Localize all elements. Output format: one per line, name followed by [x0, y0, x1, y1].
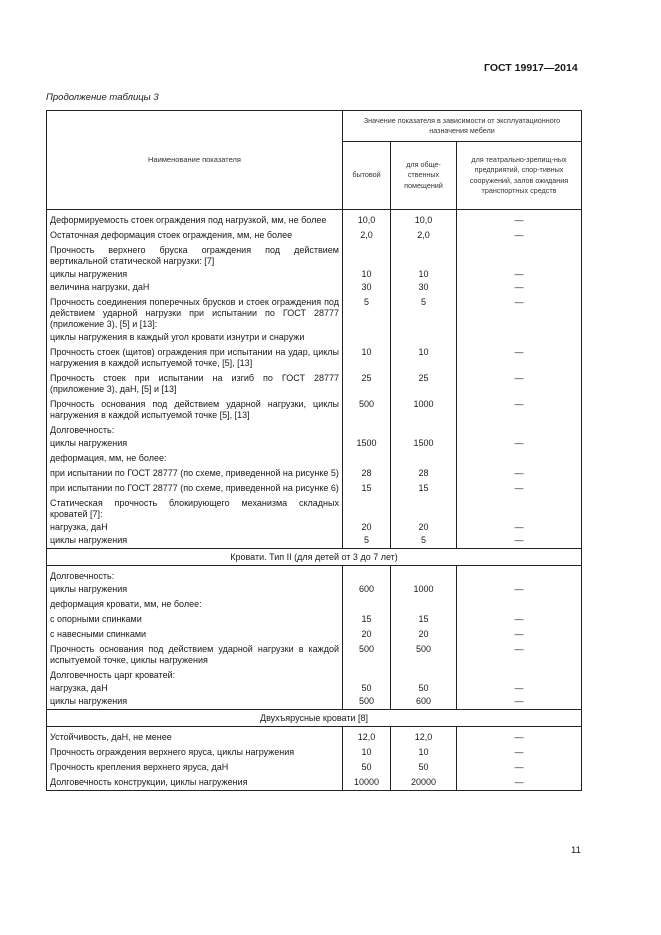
value-theater: — [457, 760, 582, 775]
value-public [391, 569, 457, 584]
value-public: 28 [391, 466, 457, 481]
value-public: 1500 [391, 438, 457, 451]
row-name: при испытании по ГОСТ 28777 (по схеме, приведенной на рисунке 6) [47, 481, 343, 496]
value-household [343, 496, 391, 522]
value-public: 10 [391, 269, 457, 282]
table-row [47, 243, 582, 269]
value-household: 10 [343, 345, 391, 371]
value-public: 15 [391, 612, 457, 627]
header-value-group: Значение показателя в зависимости от эксплуатационного назначения мебели [343, 111, 582, 142]
table-row [47, 569, 582, 584]
table-row [47, 451, 582, 466]
value-theater: — [457, 745, 582, 760]
value-public: 1000 [391, 584, 457, 597]
value-theater [457, 423, 582, 438]
value-household: 50 [343, 760, 391, 775]
value-public: 1000 [391, 397, 457, 423]
value-theater: — [457, 696, 582, 710]
value-public: 5 [391, 535, 457, 549]
row-name: Прочность верхнего бруска ограждения под действием вертикальной статической нагрузки: [7] [47, 243, 343, 269]
row-name: Прочность стоек (щитов) ограждения при испытании на удар, циклы нагружения в каждой испытуемой точке, [5], [13] [47, 345, 343, 371]
value-household: 30 [343, 282, 391, 295]
section-title-type2: Кровати. Тип II (для детей от 3 до 7 лет) [47, 549, 582, 566]
value-household [343, 332, 391, 345]
table-row [47, 332, 582, 345]
value-public: 20000 [391, 775, 457, 791]
value-theater: — [457, 282, 582, 295]
row-name: при испытании по ГОСТ 28777 (по схеме, приведенной на рисунке 5) [47, 466, 343, 481]
row-name: Долговечность конструкции, циклы нагружения [47, 775, 343, 791]
row-name: с навесными спинками [47, 627, 343, 642]
table-row [47, 496, 582, 522]
value-theater: — [457, 584, 582, 597]
table-row [47, 696, 582, 710]
value-theater: — [457, 535, 582, 549]
table-row [47, 345, 582, 371]
value-public [391, 243, 457, 269]
table-row [47, 522, 582, 535]
table-row [47, 269, 582, 282]
table-row [47, 466, 582, 481]
value-public: 2,0 [391, 228, 457, 243]
value-theater: — [457, 269, 582, 282]
table-row [47, 295, 582, 332]
table-caption: Продолжение таблицы 3 [46, 92, 159, 103]
value-household [343, 597, 391, 612]
value-public: 20 [391, 627, 457, 642]
table-row [47, 612, 582, 627]
row-name: циклы нагружения [47, 584, 343, 597]
value-theater: — [457, 438, 582, 451]
value-household: 1500 [343, 438, 391, 451]
value-public: 10 [391, 745, 457, 760]
row-name: Прочность крепления верхнего яруса, даН [47, 760, 343, 775]
value-public [391, 423, 457, 438]
table-row [47, 397, 582, 423]
value-household: 2,0 [343, 228, 391, 243]
value-household [343, 423, 391, 438]
value-household: 28 [343, 466, 391, 481]
document-code: ГОСТ 19917—2014 [484, 62, 578, 74]
value-public: 50 [391, 760, 457, 775]
value-public: 20 [391, 522, 457, 535]
value-household: 25 [343, 371, 391, 397]
row-name: деформация, мм, не более: [47, 451, 343, 466]
value-public [391, 451, 457, 466]
table-row [47, 668, 582, 683]
value-household: 600 [343, 584, 391, 597]
value-household: 10,0 [343, 213, 391, 228]
table-row [47, 213, 582, 228]
value-public: 10 [391, 345, 457, 371]
value-public: 12,0 [391, 730, 457, 745]
value-household [343, 451, 391, 466]
value-public [391, 332, 457, 345]
value-household: 15 [343, 481, 391, 496]
table-row [47, 730, 582, 745]
table-row [47, 597, 582, 612]
row-name: с опорными спинками [47, 612, 343, 627]
table-row [47, 745, 582, 760]
row-name: циклы нагружения [47, 269, 343, 282]
value-public [391, 597, 457, 612]
value-theater: — [457, 522, 582, 535]
value-household: 50 [343, 683, 391, 696]
value-theater: — [457, 627, 582, 642]
table-row [47, 438, 582, 451]
value-household: 10 [343, 269, 391, 282]
value-theater [457, 451, 582, 466]
value-household: 5 [343, 535, 391, 549]
row-name: циклы нагружения [47, 696, 343, 710]
row-name: Устойчивость, даН, не менее [47, 730, 343, 745]
value-household [343, 668, 391, 683]
table-row [47, 228, 582, 243]
value-theater: — [457, 683, 582, 696]
value-theater [457, 668, 582, 683]
value-theater [457, 243, 582, 269]
value-theater: — [457, 213, 582, 228]
header-household: бытовой [343, 142, 391, 210]
value-theater: — [457, 730, 582, 745]
value-theater [457, 597, 582, 612]
row-name: циклы нагружения [47, 438, 343, 451]
row-name: нагрузка, даН [47, 683, 343, 696]
row-name: Статическая прочность блокирующего механизма складных кроватей [7]: [47, 496, 343, 522]
table-row [47, 775, 582, 791]
page-number: 11 [571, 845, 581, 856]
value-public: 600 [391, 696, 457, 710]
value-theater: — [457, 345, 582, 371]
value-household: 10000 [343, 775, 391, 791]
section-title-bunk: Двухъярусные кровати [8] [47, 710, 582, 727]
value-public: 5 [391, 295, 457, 332]
row-name: циклы нагружения в каждый угол кровати изнутри и снаружи [47, 332, 343, 345]
row-name: деформация кровати, мм, не более: [47, 597, 343, 612]
value-household: 12,0 [343, 730, 391, 745]
row-name: циклы нагружения [47, 535, 343, 549]
value-household: 10 [343, 745, 391, 760]
value-public [391, 496, 457, 522]
table-row [47, 535, 582, 549]
table-row [47, 282, 582, 295]
row-name: Долговечность царг кроватей: [47, 668, 343, 683]
value-household [343, 569, 391, 584]
table-row [47, 642, 582, 668]
row-name: нагрузка, даН [47, 522, 343, 535]
value-household: 500 [343, 642, 391, 668]
header-theater: для театрально-зрелищ-ных предприятий, спор-тивных сооружений, залов ожидания транспортных средств [457, 142, 582, 210]
value-theater: — [457, 775, 582, 791]
value-theater: — [457, 295, 582, 332]
value-public: 500 [391, 642, 457, 668]
value-public: 30 [391, 282, 457, 295]
value-theater [457, 332, 582, 345]
row-name: Прочность основания под действием ударной нагрузки, циклы нагружения в каждой испытуемой точке [5], [13] [47, 397, 343, 423]
value-household: 500 [343, 397, 391, 423]
row-name: величина нагрузки, даН [47, 282, 343, 295]
table-row [47, 627, 582, 642]
value-theater: — [457, 397, 582, 423]
value-public: 50 [391, 683, 457, 696]
row-name: Деформируемость стоек ограждения под нагрузкой, мм, не более [47, 213, 343, 228]
row-name: Долговечность: [47, 423, 343, 438]
value-theater: — [457, 612, 582, 627]
table-row [47, 371, 582, 397]
value-theater: — [457, 228, 582, 243]
table-row [47, 584, 582, 597]
requirements-table [46, 110, 582, 791]
value-theater [457, 569, 582, 584]
value-public: 15 [391, 481, 457, 496]
row-name: Долговечность: [47, 569, 343, 584]
table-row [47, 423, 582, 438]
value-household: 20 [343, 627, 391, 642]
value-theater: — [457, 466, 582, 481]
value-household [343, 243, 391, 269]
row-name: Прочность основания под действием ударной нагрузки в каждой испытуемой точке, циклы нагружения [47, 642, 343, 668]
value-public: 25 [391, 371, 457, 397]
row-name: Прочность ограждения верхнего яруса, циклы нагружения [47, 745, 343, 760]
value-household: 20 [343, 522, 391, 535]
value-household: 15 [343, 612, 391, 627]
table-row [47, 683, 582, 696]
row-name: Остаточная деформация стоек ограждения, мм, не более [47, 228, 343, 243]
value-public [391, 668, 457, 683]
header-indicator-name: Наименование показателя [47, 111, 343, 210]
row-name: Прочность соединения поперечных брусков и стоек ограждения под действием ударной нагрузки при испытании по ГОСТ 28777 (приложение 3), [5] и [13]: [47, 295, 343, 332]
value-theater: — [457, 481, 582, 496]
table-row [47, 760, 582, 775]
header-public: для обще-ственных помещений [391, 142, 457, 210]
value-household: 5 [343, 295, 391, 332]
value-public: 10,0 [391, 213, 457, 228]
value-theater: — [457, 642, 582, 668]
row-name: Прочность стоек при испытании на изгиб по ГОСТ 28777 (приложение 3), даН, [5] и [13] [47, 371, 343, 397]
table-row [47, 481, 582, 496]
value-theater [457, 496, 582, 522]
value-household: 500 [343, 696, 391, 710]
value-theater: — [457, 371, 582, 397]
